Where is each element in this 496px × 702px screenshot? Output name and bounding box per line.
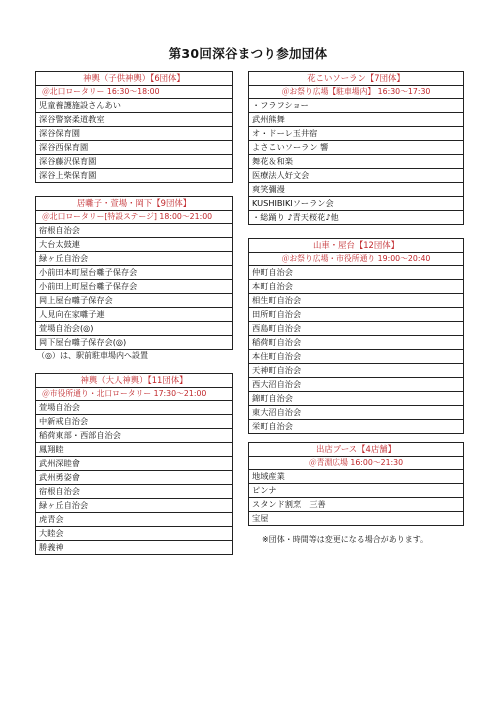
group-otona-mikoshi bbox=[35, 373, 233, 555]
festival-note: （◎）は、駅前駐車場内へ設置 bbox=[37, 351, 148, 360]
list-item: 深谷西保育園 bbox=[36, 141, 232, 155]
list-item: 東大沼自治会 bbox=[249, 406, 463, 420]
change-note: ※団体・時間等は変更になる場合があります。 bbox=[262, 535, 429, 544]
list-item: 仲町自治会 bbox=[249, 266, 463, 280]
list-item: 地域産業 bbox=[249, 470, 463, 484]
list-item: 深谷上柴保育園 bbox=[39, 170, 97, 180]
group-location-time: ＠お祭り広場【駐車場内】 16:30～17:30 bbox=[249, 86, 463, 99]
list-item: ピンナ bbox=[249, 484, 463, 498]
list-item: 鳳翔睦 bbox=[36, 443, 232, 457]
list-item: 本町自治会 bbox=[249, 280, 463, 294]
list-item: 萱場自治会 bbox=[36, 401, 232, 415]
list-item: 錦町自治会 bbox=[249, 392, 463, 406]
list-item: 本住町自治会 bbox=[249, 350, 463, 364]
list-item: ・総踊り ♪青天桜花♪他 bbox=[252, 212, 339, 222]
list-item: 勝義神 bbox=[39, 542, 64, 552]
list-item: 萱場自治会(◎) bbox=[36, 322, 232, 336]
list-item: 武州熊舞 bbox=[249, 113, 463, 127]
list-item: 岡上屋台囃子保存会 bbox=[36, 294, 232, 308]
list-item: 宿根自治会 bbox=[36, 485, 232, 499]
list-item: 緑ヶ丘自治会 bbox=[36, 252, 232, 266]
group-location-time: ＠北口ロータリー[特設ステージ] 18:00～21:00 bbox=[36, 211, 232, 224]
list-item: 中新戒自治会 bbox=[36, 415, 232, 429]
group-ibayashi bbox=[35, 196, 233, 350]
group-heading: 神輿（大人神輿）【11団体】 bbox=[36, 374, 232, 388]
list-item: 稲荷町自治会 bbox=[249, 336, 463, 350]
group-location-time: ＠市役所通り・北口ロータリー 17:30～21:00 bbox=[36, 388, 232, 401]
list-item: 天神町自治会 bbox=[249, 364, 463, 378]
list-item: 武州深睦會 bbox=[36, 457, 232, 471]
group-location-time: ＠お祭り広場・市役所通り 19:00～20:40 bbox=[249, 253, 463, 266]
group-heading: 神輿（子供神輿）【6団体】 bbox=[36, 72, 232, 86]
list-item: 児童養護施設さんあい bbox=[36, 99, 232, 113]
group-heading: 出店ブース【4店舗】 bbox=[249, 443, 463, 457]
list-item: 深谷保育園 bbox=[36, 127, 232, 141]
list-item: オ・ドーレ玉井宿 bbox=[249, 127, 463, 141]
list-item: 宝屋 bbox=[252, 513, 269, 523]
list-item: スタンド割烹 三善 bbox=[249, 498, 463, 512]
list-item: 爽笑彌漫 bbox=[249, 183, 463, 197]
list-item: 小前田本町屋台囃子保存会 bbox=[36, 266, 232, 280]
group-location-time: ＠北口ロータリー 16:30～18:00 bbox=[36, 86, 232, 99]
group-heading: 居囃子・萱場・岡下【9団体】 bbox=[36, 197, 232, 211]
group-heading: 山車・屋台【12団体】 bbox=[249, 239, 463, 253]
list-item: 西大沼自治会 bbox=[249, 378, 463, 392]
list-item: KUSHIBIKIソーラン会 bbox=[249, 197, 463, 211]
group-heading: 花こいソーラン【7団体】 bbox=[249, 72, 463, 86]
list-item: 宿根自治会 bbox=[36, 224, 232, 238]
list-item: 深谷警察柔道教室 bbox=[36, 113, 232, 127]
page-title: 第30回深谷まつり参加団体 bbox=[168, 46, 328, 61]
group-kodomo-mikoshi bbox=[35, 71, 233, 183]
list-item: よさこいソーラン 響 bbox=[249, 141, 463, 155]
list-item: 人見向在家囃子連 bbox=[36, 308, 232, 322]
list-item: ・フラフショー bbox=[249, 99, 463, 113]
group-dashi-yatai bbox=[248, 238, 464, 434]
list-item: 虎青会 bbox=[36, 513, 232, 527]
list-item: 西島町自治会 bbox=[249, 322, 463, 336]
list-item: 田所町自治会 bbox=[249, 308, 463, 322]
group-demise-booth bbox=[248, 442, 464, 526]
list-item: 大睦会 bbox=[36, 527, 232, 541]
list-item: 深谷藤沢保育園 bbox=[36, 155, 232, 169]
group-hanakoi-soran bbox=[248, 71, 464, 225]
list-item: 武州勇姿會 bbox=[36, 471, 232, 485]
list-item: 相生町自治会 bbox=[249, 294, 463, 308]
list-item: 大台太鼓連 bbox=[36, 238, 232, 252]
list-item: 舞花＆和楽 bbox=[249, 155, 463, 169]
list-item: 栄町自治会 bbox=[252, 421, 293, 431]
list-item: 医療法人好文会 bbox=[249, 169, 463, 183]
list-item: 緑ヶ丘自治会 bbox=[36, 499, 232, 513]
group-location-time: ＠青淵広場 16:00～21:30 bbox=[249, 457, 463, 470]
list-item: 稲荷東部・西部自治会 bbox=[36, 429, 232, 443]
list-item: 小前田上町屋台囃子保存会 bbox=[36, 280, 232, 294]
list-item: 岡下屋台囃子保存会(◎) bbox=[39, 337, 127, 347]
